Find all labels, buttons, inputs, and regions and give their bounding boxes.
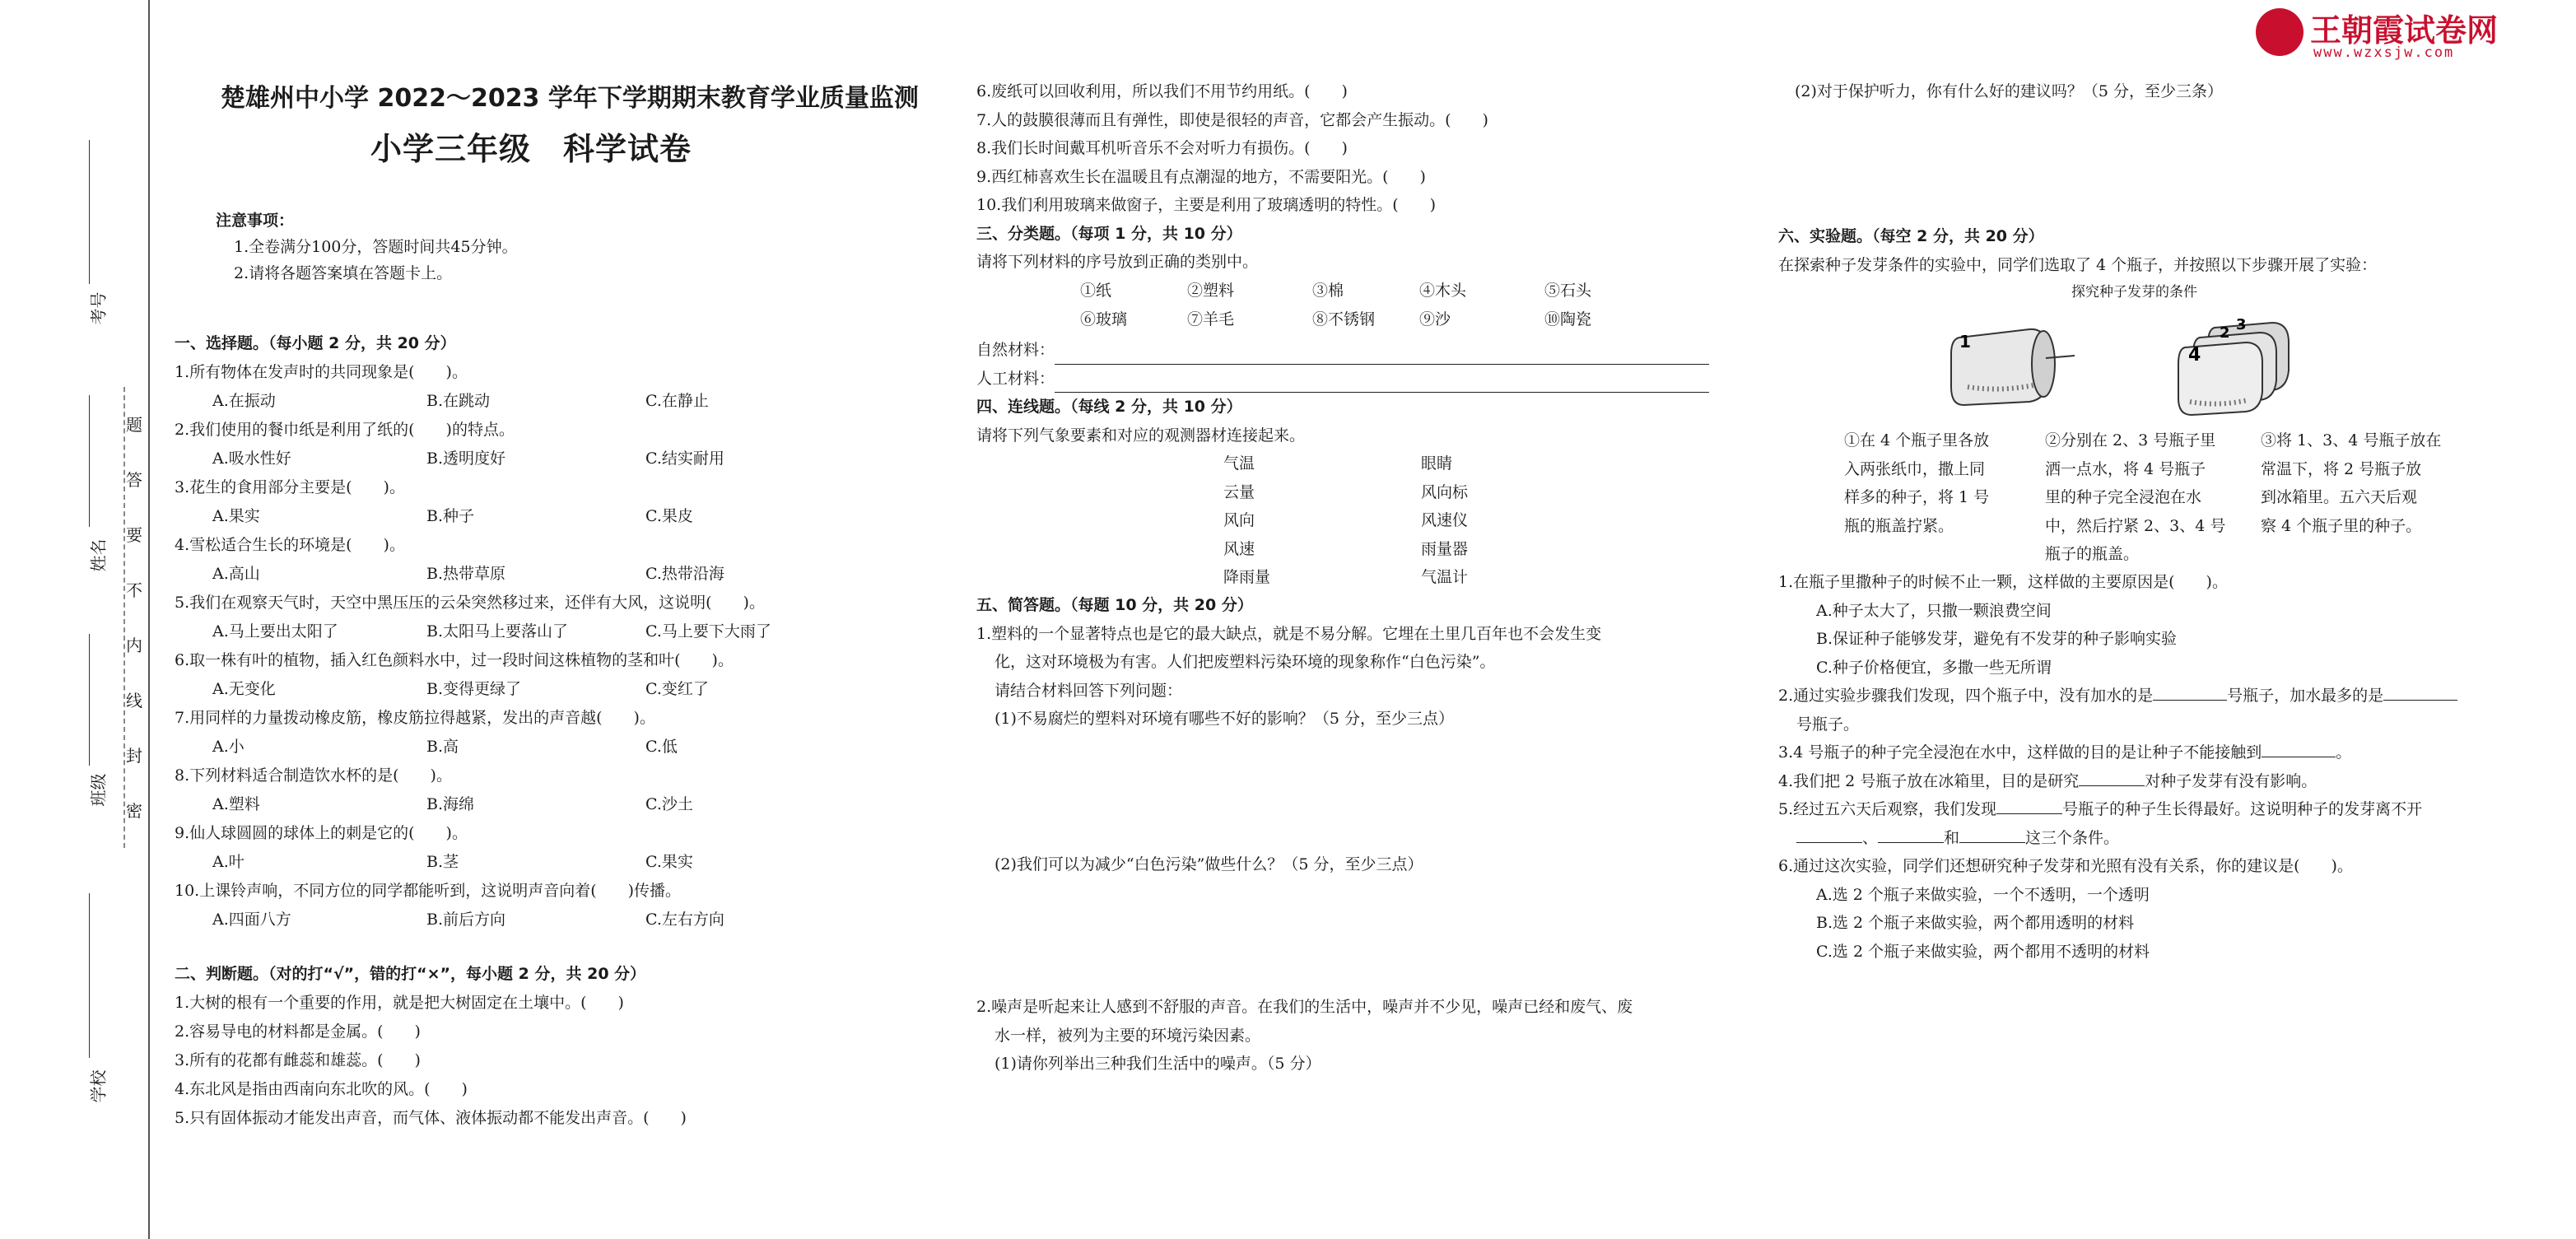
choice-question-stem: 8.下列材料适合制造饮水杯的是( )。: [175, 766, 452, 785]
choice-option[interactable]: A.马上要出太阳了: [212, 622, 338, 640]
classify-answer-lines: [976, 336, 1709, 393]
matching-right-item[interactable]: 风速仪: [1421, 511, 1469, 529]
matching-left-item[interactable]: 云量: [1223, 482, 1255, 501]
choice-options-row: [175, 560, 771, 589]
matching-left-item[interactable]: 风速: [1223, 539, 1255, 558]
blank-field[interactable]: [2383, 683, 2457, 701]
exp-q6-option[interactable]: C.选 2 个瓶子来做实验，两个都用不透明的材料: [1816, 942, 2150, 961]
judge-item: 7.人的鼓膜很薄而且有弹性，即使是很轻的声音，它都会产生振动。( ): [976, 110, 1488, 129]
judge-item: 1.大树的根有一个重要的作用，就是把大树固定在土壤中。( ): [175, 994, 624, 1012]
natural-label: 自然材料：: [976, 341, 1055, 359]
matching-right-item[interactable]: 风向标: [1421, 482, 1469, 501]
choice-option[interactable]: C.结实耐用: [645, 449, 724, 468]
field-class: 班级: [88, 773, 109, 807]
step-line: 到冰箱里。五六天后观: [2261, 488, 2418, 506]
blank-field[interactable]: [1796, 826, 1862, 843]
choice-option[interactable]: A.在振动: [212, 392, 276, 410]
step-line: 入两张纸巾，撒上同: [1844, 459, 1986, 478]
seal-char: 答: [126, 470, 142, 490]
jar-label: 2: [2220, 324, 2230, 342]
judge-item: 9.西红柿喜欢生长在温暖且有点潮湿的地方，不需要阳光。( ): [976, 167, 1426, 186]
choice-option[interactable]: B.高: [426, 738, 459, 756]
binding-margin: [0, 0, 156, 1239]
choice-option[interactable]: C.沙土: [645, 795, 693, 813]
material-item: ②塑料: [1187, 282, 1235, 300]
field-name: 姓名: [88, 538, 109, 572]
choice-options-row: [175, 502, 771, 531]
choice-option[interactable]: C.果实: [645, 853, 693, 871]
section-1-heading: 一、选择题。（每小题 2 分，共 20 分）: [175, 334, 456, 352]
section-matching: [976, 393, 1305, 449]
exp-q6-option[interactable]: B.选 2 个瓶子来做实验，两个都用透明的材料: [1816, 914, 2135, 932]
judge-item: 6.废纸可以回收利用，所以我们不用节约用纸。( ): [976, 82, 1348, 100]
artificial-answer-line[interactable]: [1055, 372, 1709, 393]
choice-option[interactable]: A.塑料: [212, 795, 260, 813]
choice-options-row: [175, 906, 771, 934]
matching-left-list: [1223, 449, 1270, 592]
step-line: 察 4 个瓶子里的种子。: [2261, 516, 2422, 535]
blank-field[interactable]: [1959, 826, 2025, 843]
choice-option[interactable]: A.高山: [212, 565, 260, 583]
choice-option[interactable]: C.变红了: [645, 680, 709, 698]
choice-question-stem: 10.上课铃声响，不同方位的同学都能听到，这说明声音向着( )传播。: [175, 882, 682, 900]
matching-right-item[interactable]: 眼睛: [1421, 454, 1453, 473]
material-item: ①纸: [1080, 282, 1112, 300]
choice-question-stem: 2.我们使用的餐巾纸是利用了纸的( )的特点。: [175, 421, 515, 439]
step-line: 瓶的瓶盖拧紧。: [1844, 516, 1954, 535]
judge-item: 3.所有的花都有雌蕊和雄蕊。( ): [175, 1051, 421, 1069]
material-row: [1080, 277, 1591, 305]
seed-jars-figure: [1943, 313, 2338, 420]
step-line: ①在 4 个瓶子里各放: [1844, 431, 1990, 449]
blank-field[interactable]: [1996, 797, 2062, 814]
choice-option[interactable]: B.变得更绿了: [426, 680, 522, 698]
exp-q5: 5.经过五六天后观察，我们发现 号瓶子的种子生长得最好。这说明种子的发芽离不开: [1778, 795, 2457, 824]
logo-name: 王朝霞试卷网: [2310, 12, 2499, 49]
step-line: ②分别在 2、3 号瓶子里: [2045, 431, 2216, 449]
q2-text: 水一样，被列为主要的环境污染因素。: [995, 1026, 1261, 1045]
choice-option[interactable]: A.四面八方: [212, 911, 291, 929]
choice-option[interactable]: C.左右方向: [645, 911, 724, 929]
choice-option[interactable]: C.在静止: [645, 392, 709, 410]
jar-1-icon: [1951, 329, 2075, 405]
seal-char: 内: [126, 636, 142, 655]
exp-q1: 1.在瓶子里撒种子的时候不止一颗，这样做的主要原因是( )。: [1778, 573, 2228, 591]
step-3-text: [2261, 426, 2441, 540]
choice-options-row: [175, 733, 771, 762]
q2-sub1: (1)请你列举出三种我们生活中的噪声。（5 分）: [995, 1055, 1321, 1073]
section-judge-col2: [976, 77, 1488, 277]
blank-field[interactable]: [2153, 683, 2227, 701]
field-school: 学校: [88, 1069, 109, 1103]
seal-char: 封: [126, 746, 142, 766]
material-list: [1080, 277, 1591, 333]
step-line: 洒一点水，将 4 号瓶子: [2045, 459, 2206, 478]
step-line: 常温下，将 2 号瓶子放: [2261, 459, 2422, 478]
classify-instruction: 请将下列材料的序号放到正确的类别中。: [976, 253, 1259, 271]
step-line: 样多的种子，将 1 号: [1844, 488, 1990, 506]
choice-option[interactable]: C.热带沿海: [645, 565, 724, 583]
section-choice: [175, 329, 771, 934]
choice-option[interactable]: B.透明度好: [426, 449, 506, 468]
notice-heading: 注意事项：: [216, 212, 295, 230]
matching-left-item[interactable]: 降雨量: [1223, 568, 1271, 586]
jar-label: 4: [2188, 345, 2201, 366]
material-item: ⑧不锈钢: [1312, 310, 1376, 328]
material-item: ③棉: [1312, 282, 1344, 300]
exam-header-title: 楚雄州中小学 2022～2023 学年下学期期末教育学业质量监测: [221, 84, 919, 113]
seal-char: 密: [126, 801, 142, 821]
material-item: ⑥玻璃: [1080, 310, 1128, 328]
field-class-line: [89, 634, 90, 766]
exp-q6-option[interactable]: A.选 2 个瓶子来做实验，一个不透明，一个透明: [1816, 885, 2150, 904]
q2-block: [976, 993, 1633, 1078]
binding-line: [148, 0, 150, 1239]
choice-question-stem: 9.仙人球圆圆的球体上的刺是它的( )。: [175, 824, 468, 842]
step-line: ③将 1、3、4 号瓶子放在: [2261, 431, 2442, 449]
section-2-heading: 二、判断题。（对的打“√”，错的打“×”，每小题 2 分，共 20 分）: [175, 965, 646, 983]
seal-char: 线: [126, 691, 142, 710]
seal-dashed-line: [123, 387, 125, 848]
choice-question-stem: 4.雪松适合生长的环境是( )。: [175, 536, 405, 554]
judge-item: 8.我们长时间戴耳机听音乐不会对听力有损伤。( ): [976, 139, 1348, 157]
exp-q3: 3.4 号瓶子的种子完全浸泡在水中，这样做的目的是让种子不能接触到 。: [1778, 738, 2457, 767]
q1-text: 请结合材料回答下列问题：: [995, 681, 1183, 700]
choice-option[interactable]: B.海绵: [426, 795, 475, 813]
artificial-label: 人工材料：: [976, 369, 1055, 388]
choice-option[interactable]: B.热带草原: [426, 565, 506, 583]
step-line: 瓶子的瓶盖。: [2045, 545, 2140, 563]
notice-block: [216, 207, 518, 286]
step-2-text: [2045, 426, 2225, 569]
figure-title: 探究种子发芽的条件: [2071, 284, 2197, 300]
choice-option[interactable]: B.种子: [426, 507, 475, 525]
section-short-answer: [976, 591, 1601, 734]
choice-option[interactable]: B.茎: [426, 853, 459, 871]
exp-q1-option[interactable]: C.种子价格便宜，多撒一些无所谓: [1816, 658, 2052, 677]
material-item: ⑨沙: [1419, 310, 1451, 328]
judge-item: 10.我们利用玻璃来做窗子，主要是利用了玻璃透明的特性。( ): [976, 196, 1437, 214]
choice-option[interactable]: C.果皮: [645, 507, 693, 525]
exp-q1-option[interactable]: B.保证种子能够发芽，避免有不发芽的种子影响实验: [1816, 630, 2178, 648]
choice-question-stem: 7.用同样的力量拨动橡皮筋，橡皮筋拉得越紧，发出的声音越( )。: [175, 709, 655, 727]
experiment-intro: 在探索种子发芽条件的实验中，同学们选取了 4 个瓶子，并按照以下步骤开展了实验：: [1778, 255, 2378, 274]
exam-subject-title: 小学三年级 科学试卷: [370, 131, 692, 167]
exp-q1-option[interactable]: A.种子太大了，只撒一颗浪费空间: [1816, 601, 2052, 620]
choice-option[interactable]: A.吸水性好: [212, 449, 291, 468]
section-experiment: [1778, 222, 2377, 279]
matching-right-item[interactable]: 气温计: [1421, 568, 1469, 586]
blank-field[interactable]: [2079, 769, 2145, 786]
material-item: ④木头: [1419, 282, 1467, 300]
seal-char: 不: [126, 580, 142, 600]
field-exam-number-line: [89, 140, 90, 284]
blank-field[interactable]: [1878, 826, 1944, 843]
material-row: [1080, 305, 1591, 334]
section-6-heading: 六、实验题。（每空 2 分，共 20 分）: [1778, 227, 2044, 245]
choice-option[interactable]: A.果实: [212, 507, 260, 525]
choice-option[interactable]: A.叶: [212, 853, 245, 871]
choice-option[interactable]: C.马上要下大雨了: [645, 622, 771, 640]
seal-char: 要: [126, 525, 142, 545]
matching-right-item[interactable]: 雨量器: [1421, 539, 1469, 558]
jar-label: 1: [1959, 332, 1971, 352]
natural-answer-line[interactable]: [1055, 344, 1709, 365]
section-judge-col1: [175, 960, 687, 1133]
section-5-heading: 五、简答题。（每题 10 分，共 20 分）: [976, 596, 1253, 614]
section-4-heading: 四、连线题。（每线 2 分，共 10 分）: [976, 398, 1242, 416]
q2-sub2: (2)对于保护听力，你有什么好的建议吗？（5 分，至少三条）: [1795, 82, 2224, 100]
seal-char: 题: [126, 415, 142, 435]
matching-left-item[interactable]: 气温: [1223, 454, 1255, 473]
q1-text: 1.塑料的一个显著特点也是它的最大缺点，就是不易分解。它埋在土里几百年也不会发生变: [976, 624, 1602, 643]
material-item: ⑩陶瓷: [1544, 310, 1592, 328]
field-name-line: [89, 395, 90, 527]
q1-sub2: (2)我们可以为减少“白色污染”做些什么？（5 分，至少三点）: [995, 855, 1423, 873]
exp-q5-cont: 、 和 这三个条件。: [1778, 824, 2457, 853]
exp-q6: 6.通过这次实验，同学们还想研究种子发芽和光照有没有关系，你的建议是( )。: [1778, 857, 2353, 875]
choice-option[interactable]: A.小: [212, 738, 245, 756]
matching-left-item[interactable]: 风向: [1223, 511, 1255, 529]
exp-q2-cont: 号瓶子。: [1796, 715, 1860, 734]
choice-option[interactable]: C.低: [645, 738, 678, 756]
material-item: ⑦羊毛: [1187, 310, 1235, 328]
judge-item: 5.只有固体振动才能发出声音，而气体、液体振动都不能发出声音。( ): [175, 1109, 687, 1127]
field-school-line: [89, 893, 90, 1058]
choice-options-row: [175, 617, 771, 646]
q1-sub1: (1)不易腐烂的塑料对环境有哪些不好的影响？（5 分，至少三点）: [995, 710, 1455, 728]
step-1-text: [1844, 426, 1989, 540]
experiment-questions: [1778, 568, 2457, 966]
choice-question-list: [175, 358, 771, 934]
matching-instruction: 请将下列气象要素和对应的观测器材连接起来。: [976, 426, 1306, 445]
field-exam-number: 考号: [88, 291, 109, 325]
step-line: 里的种子完全浸泡在水: [2045, 488, 2202, 506]
choice-option[interactable]: B.在跳动: [426, 392, 491, 410]
choice-options-row: [175, 790, 771, 819]
choice-option[interactable]: B.前后方向: [426, 911, 506, 929]
choice-options-row: [175, 445, 771, 473]
choice-options-row: [175, 848, 771, 877]
exp-q2: 2.通过实验步骤我们发现，四个瓶子中，没有加水的是 号瓶子，加水最多的是: [1778, 682, 2457, 710]
choice-question-stem: 6.取一株有叶的植物，插入红色颜料水中，过一段时间这株植物的茎和叶( )。: [175, 651, 734, 669]
choice-question-stem: 1.所有物体在发声时的共同现象是( )。: [175, 363, 468, 381]
choice-question-stem: 5.我们在观察天气时，天空中黑压压的云朵突然移过来，还伴有大风，这说明( )。: [175, 594, 765, 612]
q1-text: 化，这对环境极为有害。人们把废塑料污染环境的现象称作“白色污染”。: [995, 653, 1496, 671]
q2-text: 2.噪声是听起来让人感到不舒服的声音。在我们的生活中，噪声并不少见，噪声已经和废气、废: [976, 998, 1633, 1016]
logo-url: www.wzxsjw.com: [2313, 44, 2455, 61]
material-item: ⑤石头: [1544, 282, 1592, 300]
section-3-heading: 三、分类题。（每项 1 分，共 10 分）: [976, 224, 1242, 243]
choice-options-row: [175, 675, 771, 704]
choice-option[interactable]: B.太阳马上要落山了: [426, 622, 569, 640]
step-line: 中，然后拧紧 2、3、4 号: [2045, 516, 2226, 535]
jars-2-3-4-icon: [2178, 316, 2289, 415]
choice-options-row: [175, 387, 771, 416]
judge-item: 4.东北风是指由西南向东北吹的风。( ): [175, 1080, 468, 1098]
exp-q4: 4.我们把 2 号瓶子放在冰箱里，目的是研究 对种子发芽有没有影响。: [1778, 767, 2457, 796]
choice-option[interactable]: A.无变化: [212, 680, 276, 698]
matching-right-list: [1421, 449, 1468, 592]
judge-item: 2.容易导电的材料都是金属。( ): [175, 1022, 421, 1041]
logo-emblem-icon: [2256, 8, 2303, 56]
notice-item: 2.请将各题答案填在答题卡上。: [234, 264, 453, 282]
site-logo: [2256, 5, 2527, 64]
choice-question-stem: 3.花生的食用部分主要是( )。: [175, 478, 405, 496]
notice-item: 1.全卷满分100分，答题时间共45分钟。: [234, 238, 518, 256]
blank-field[interactable]: [2262, 740, 2336, 757]
jar-label: 3: [2236, 316, 2247, 333]
